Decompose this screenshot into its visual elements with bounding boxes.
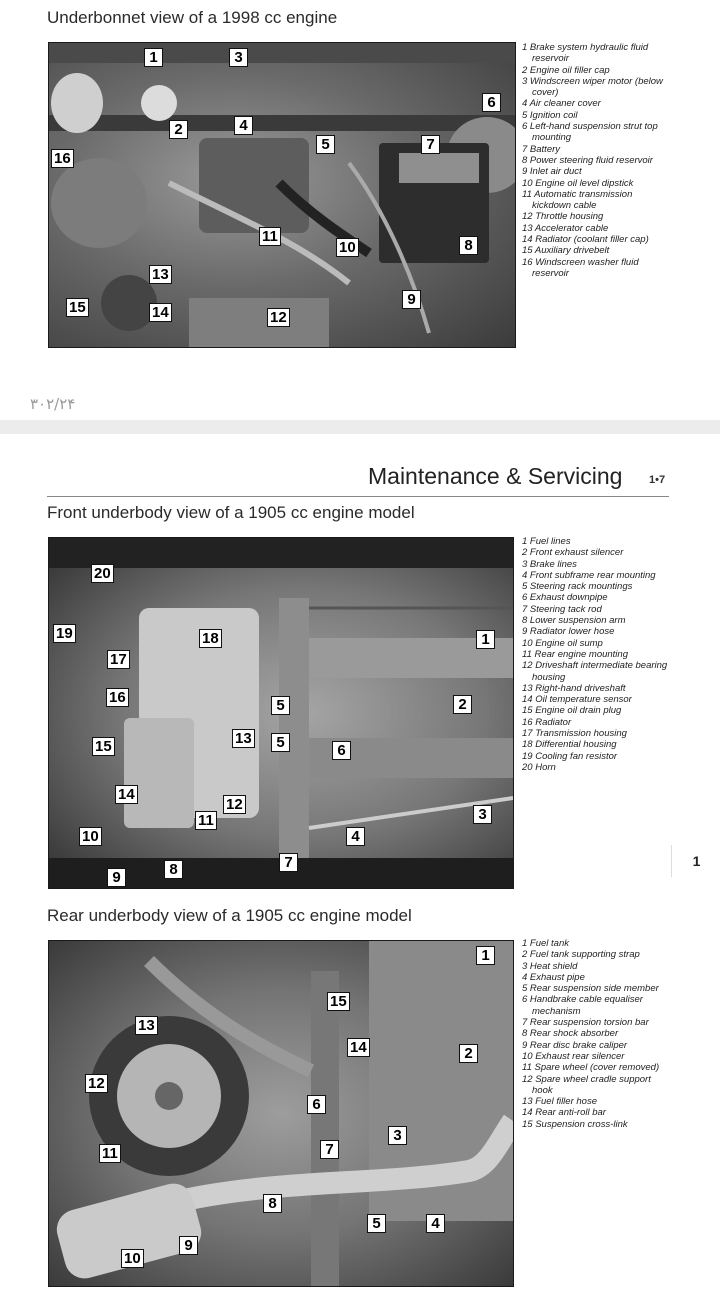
legend-item: 5 Steering rack mountings: [522, 581, 633, 593]
legend-item: 12 Driveshaft intermediate bearing housing: [522, 660, 668, 683]
figure-1-legend: [522, 42, 672, 279]
callout-9: 9: [402, 290, 421, 309]
legend-item: 8 Lower suspension arm: [522, 615, 626, 627]
callout-6: 6: [332, 741, 351, 760]
legend-item: 4 Air cleaner cover: [522, 98, 601, 110]
callout-11: 11: [259, 227, 281, 246]
callout-3: 3: [229, 48, 248, 67]
callout-1: 1: [476, 946, 495, 965]
callout-8: 8: [459, 236, 478, 255]
callout-6: 6: [482, 93, 501, 112]
figure-3-heading: Rear underbody view of a 1905 cc engine model: [47, 906, 412, 925]
front-underbody-photo: [48, 537, 514, 889]
legend-item: 13 Accelerator cable: [522, 222, 609, 234]
legend-item: 14 Radiator (coolant filler cap): [522, 234, 649, 246]
callout-12: 12: [85, 1074, 108, 1093]
legend-item: 5 Rear suspension side member: [522, 983, 659, 995]
callout-12: 12: [267, 308, 290, 327]
legend-item: 10 Engine oil sump: [522, 637, 603, 649]
callout-2: 2: [459, 1044, 478, 1063]
callout-5: 5: [316, 135, 335, 154]
chapter-tab[interactable]: 1: [671, 845, 720, 877]
legend-item: 14 Rear anti-roll bar: [522, 1107, 606, 1119]
callout-11: 11: [99, 1144, 121, 1163]
callout-3: 3: [388, 1126, 407, 1145]
legend-item: 8 Power steering fluid reservoir: [522, 154, 653, 166]
callout-14: 14: [347, 1038, 370, 1057]
legend-item: 12 Spare wheel cradle support hook: [522, 1073, 651, 1096]
legend-item: 8 Rear shock absorber: [522, 1028, 619, 1040]
legend-item: 11 Rear engine mounting: [522, 648, 628, 660]
legend-item: 13 Right-hand driveshaft: [522, 682, 626, 694]
callout-13: 13: [149, 265, 172, 284]
page-reference: 1•7: [649, 474, 666, 486]
callout-20: 20: [91, 564, 114, 583]
legend-item: 6 Exhaust downpipe: [522, 592, 608, 604]
legend-item: 7 Battery: [522, 143, 561, 155]
legend-item: 15 Engine oil drain plug: [522, 705, 622, 717]
callout-1: 1: [144, 48, 163, 67]
legend-item: 16 Windscreen washer fluid reservoir: [522, 256, 639, 279]
page-separator: [0, 420, 720, 434]
legend-item: 2 Fuel tank supporting strap: [522, 949, 640, 961]
callout-10: 10: [336, 238, 359, 257]
callout-7: 7: [279, 853, 298, 872]
figure-1-heading: Underbonnet view of a 1998 cc engine: [47, 8, 338, 27]
callout-15: 15: [327, 992, 350, 1011]
legend-item: 13 Fuel filler hose: [522, 1096, 597, 1108]
callout-15: 15: [92, 737, 115, 756]
callout-12: 12: [223, 795, 246, 814]
callout-9: 9: [179, 1236, 198, 1255]
legend-item: 9 Rear disc brake caliper: [522, 1039, 628, 1051]
legend-item: 15 Auxiliary drivebelt: [522, 245, 610, 257]
legend-item: 19 Cooling fan resistor: [522, 750, 618, 762]
callout-16: 16: [51, 149, 74, 168]
callout-14: 14: [149, 303, 172, 322]
legend-item: 16 Radiator: [522, 716, 572, 728]
legend-item: 10 Engine oil level dipstick: [522, 177, 634, 189]
legend-item: 15 Suspension cross-link: [522, 1118, 628, 1130]
callout-5: 5: [367, 1214, 386, 1233]
callout-8: 8: [263, 1194, 282, 1213]
callout-8: 8: [164, 860, 183, 879]
legend-item: 1 Brake system hydraulic fluid reservoir: [522, 42, 649, 65]
callout-9: 9: [107, 868, 126, 887]
callout-7: 7: [421, 135, 440, 154]
legend-item: 4 Exhaust pipe: [522, 971, 585, 983]
legend-item: 9 Radiator lower hose: [522, 626, 615, 638]
rear-underbody-photo: [48, 940, 514, 1287]
callout-2: 2: [169, 120, 188, 139]
callout-13: 13: [232, 729, 255, 748]
callout-1: 1: [476, 630, 495, 649]
legend-item: 1 Fuel lines: [522, 536, 571, 547]
legend-item: 5 Ignition coil: [522, 109, 578, 121]
legend-item: 7 Steering tack rod: [522, 603, 602, 615]
callout-6: 6: [307, 1095, 326, 1114]
figure-3-legend: [522, 938, 672, 1130]
legend-item: 11 Spare wheel (cover removed): [522, 1062, 660, 1074]
legend-item: 3 Heat shield: [522, 960, 578, 972]
engine-bay-illustration: [49, 43, 515, 347]
legend-item: 18 Differential housing: [522, 739, 617, 751]
callout-13: 13: [135, 1016, 158, 1035]
callout-14: 14: [115, 785, 138, 804]
legend-item: 9 Inlet air duct: [522, 166, 582, 178]
legend-item: 20 Horn: [522, 761, 556, 773]
legend-item: 10 Exhaust rear silencer: [522, 1050, 625, 1062]
figure-2-heading: Front underbody view of a 1905 cc engine model: [47, 503, 415, 522]
legend-item: 4 Front subframe rear mounting: [522, 569, 656, 581]
callout-2: 2: [453, 695, 472, 714]
callout-16: 16: [106, 688, 129, 707]
figure-2-legend: [522, 536, 672, 773]
callout-18: 18: [199, 629, 222, 648]
callout-15: 15: [66, 298, 89, 317]
callout-7: 7: [320, 1140, 339, 1159]
legend-item: 3 Brake lines: [522, 558, 577, 570]
legend-item: 11 Automatic transmission kickdown cable: [522, 188, 633, 212]
legend-item: 17 Transmission housing: [522, 728, 627, 740]
underbonnet-photo: [48, 42, 516, 348]
legend-item: 12 Throttle housing: [522, 211, 604, 223]
rear-underbody-illustration: [49, 941, 513, 1286]
legend-item: 14 Oil temperature sensor: [522, 694, 632, 706]
callout-5a: 5: [271, 696, 290, 715]
section-title: Maintenance & Servicing: [368, 463, 623, 489]
legend-item: 2 Front exhaust silencer: [522, 547, 624, 559]
legend-item: 6 Left-hand suspension strut top mounting: [522, 121, 658, 144]
legend-item: 7 Rear suspension torsion bar: [522, 1017, 649, 1029]
legend-item: 6 Handbrake cable equaliser mechanism: [522, 994, 643, 1017]
legend-item: 2 Engine oil filler cap: [522, 64, 610, 76]
callout-19: 19: [53, 624, 76, 643]
legend-item: 3 Windscreen wiper motor (below cover): [522, 75, 663, 99]
callout-17: 17: [107, 650, 130, 669]
callout-4: 4: [234, 116, 253, 135]
callout-3: 3: [473, 805, 492, 824]
callout-5b: 5: [271, 733, 290, 752]
callout-4: 4: [426, 1214, 445, 1233]
page-number-stamp: ۳۰۲/۲۴: [30, 395, 76, 413]
callout-10: 10: [121, 1249, 144, 1268]
callout-4: 4: [346, 827, 365, 846]
legend-item: 1 Fuel tank: [522, 938, 569, 949]
callout-11: 11: [195, 811, 217, 830]
header-rule: [47, 496, 669, 497]
callout-10: 10: [79, 827, 102, 846]
